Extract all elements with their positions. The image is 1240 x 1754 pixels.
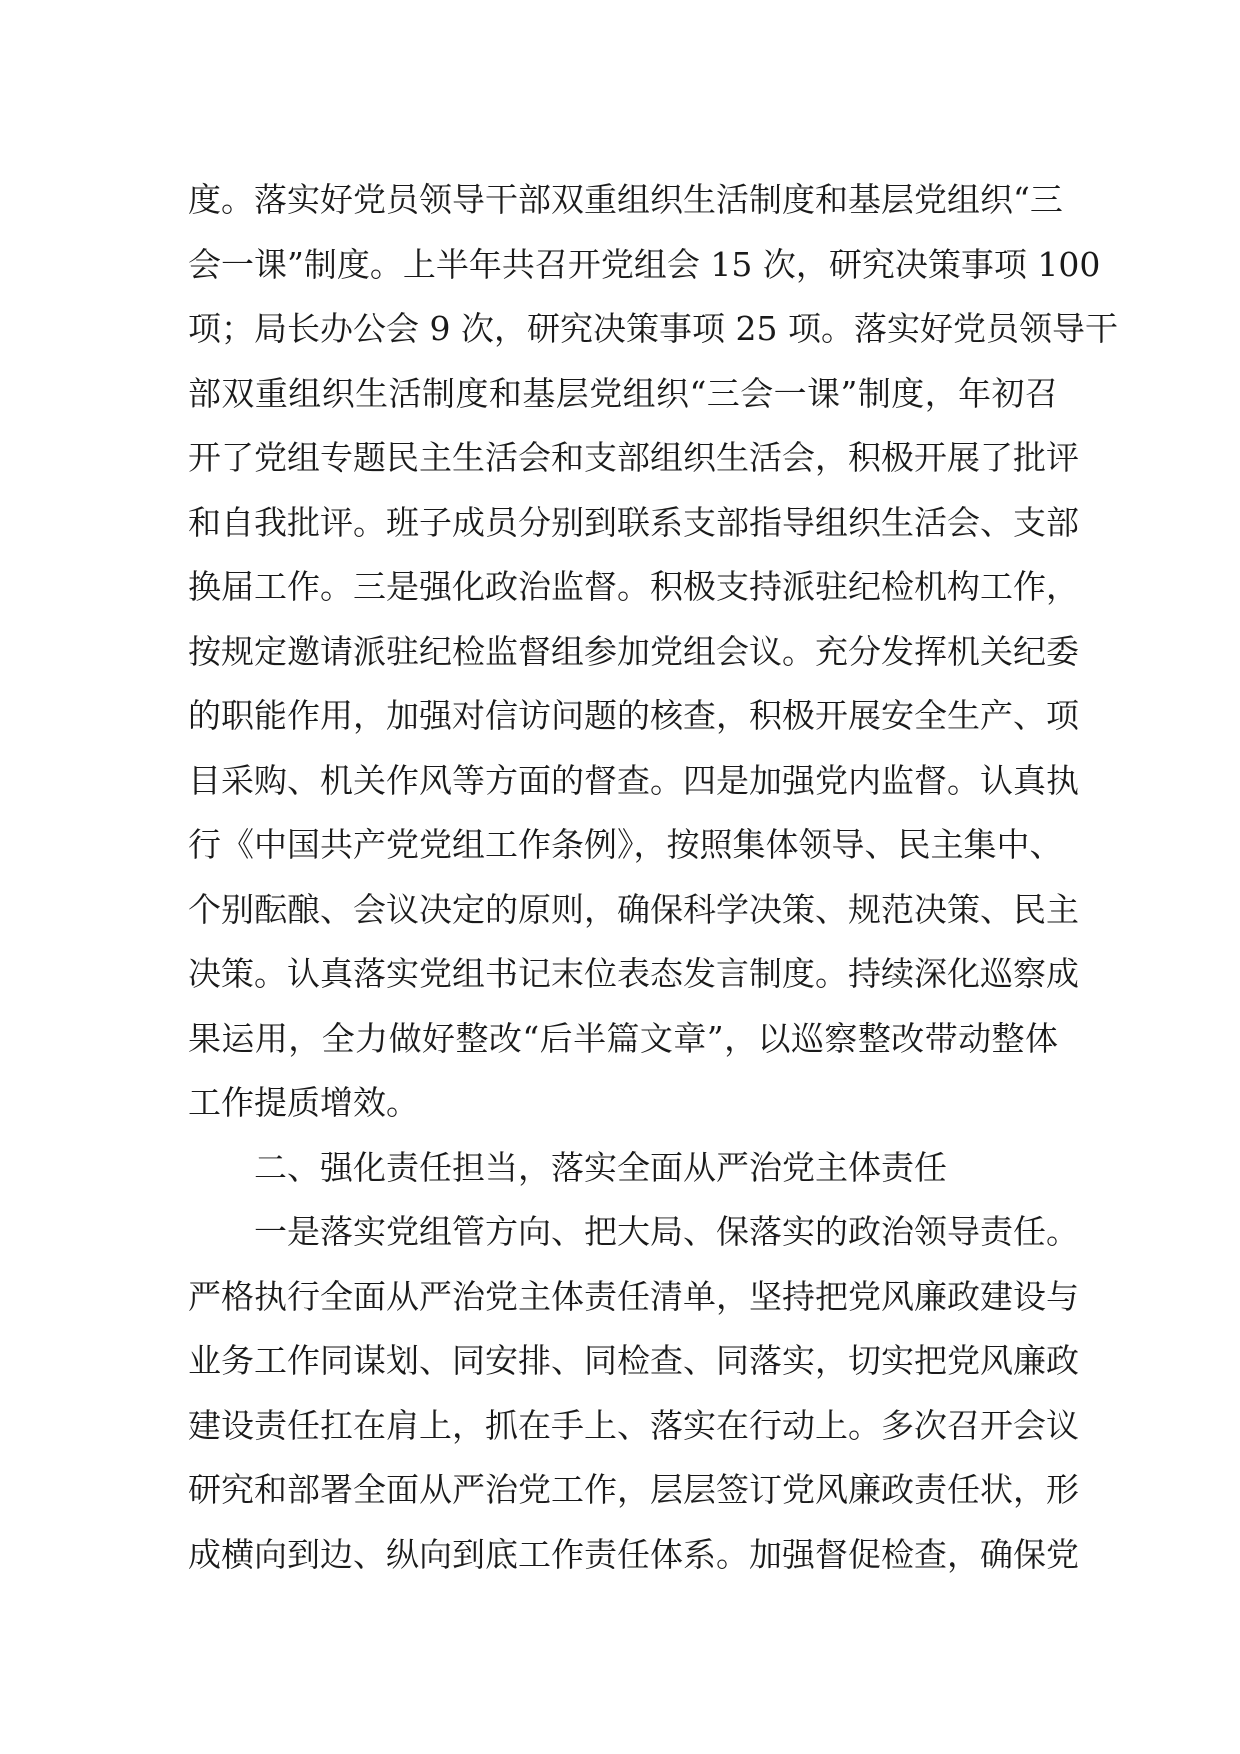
text-line: 行《中国共产党党组工作条例》，按照集体领导、民主集中、 — [188, 825, 1063, 864]
text-line: 业务工作同谋划、同安排、同检查、同落实，切实把党风廉政 — [188, 1341, 1079, 1380]
text-line: 换届工作。三是强化政治监督。积极支持派驻纪检机构工作， — [188, 567, 1079, 606]
text-line: 部双重组织生活制度和基层党组织“三会一课”制度，年初召 — [188, 373, 1058, 413]
text-line: 项；局长办公会 9 次，研究决策事项 25 项。落实好党员领导干 — [188, 309, 1118, 348]
text-line: 开了党组专题民主生活会和支部组织生活会，积极开展了批评 — [188, 438, 1079, 477]
text-line: 工作提质增效。 — [188, 1083, 419, 1122]
text-line: 会一课”制度。上半年共召开党组会 15 次，研究决策事项 100 — [188, 244, 1101, 284]
text-line: 的职能作用，加强对信访问题的核查，积极开展安全生产、项 — [188, 696, 1079, 735]
text-line: 研究和部署全面从严治党工作，层层签订党风廉政责任状，形 — [188, 1470, 1079, 1509]
text-line: 一是落实党组管方向、把大局、保落实的政治领导责任。 — [254, 1212, 1079, 1251]
document-body — [188, 168, 1118, 1587]
section-heading: 二、强化责任担当，落实全面从严治党主体责任 — [254, 1147, 947, 1187]
text-line: 目采购、机关作风等方面的督查。四是加强党内监督。认真执 — [188, 760, 1079, 800]
text-line: 成横向到边、纵向到底工作责任体系。加强督促检查，确保党 — [188, 1534, 1079, 1574]
text-line: 建设责任扛在肩上，抓在手上、落实在行动上。多次召开会议 — [188, 1405, 1079, 1445]
text-line: 决策。认真落实党组书记末位表态发言制度。持续深化巡察成 — [188, 954, 1079, 993]
text-line: 度。落实好党员领导干部双重组织生活制度和基层党组织“三 — [188, 180, 1063, 219]
text-line: 个别酝酿、会议决定的原则，确保科学决策、规范决策、民主 — [188, 889, 1079, 929]
text-line: 按规定邀请派驻纪检监督组参加党组会议。充分发挥机关纪委 — [188, 631, 1079, 671]
text-line: 和自我批评。班子成员分别到联系支部指导组织生活会、支部 — [188, 502, 1079, 542]
text-line: 果运用，全力做好整改“后半篇文章”，以巡察整改带动整体 — [188, 1018, 1058, 1058]
text-line: 严格执行全面从严治党主体责任清单，坚持把党风廉政建设与 — [188, 1276, 1079, 1316]
